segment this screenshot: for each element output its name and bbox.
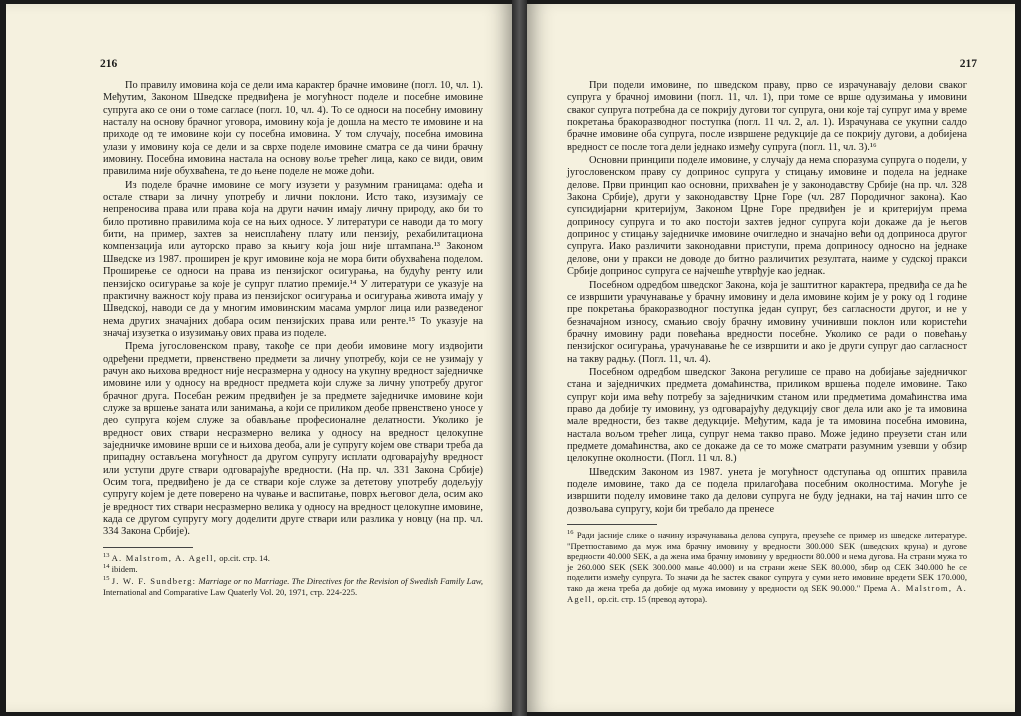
footnote-rule-right	[567, 524, 657, 525]
footnote-14	[103, 564, 483, 575]
right-paragraph-4: Посебном одредбом шведског Закона регулише се право на добијање заједничког стана и заједничких предмета домаћинства, приликом вршења поделе имовине. Тако супруг који има већу потребу за заједничким станом или предметима домаћинства има право да добије ту имовину, уз одговарајућу дедукцију свог дела или ако је та имовина мале вредности, без такве дедукције. Међутим, када је та имовина посебна имовина, настала вољом трећег лица, супруг нема такво право. Може једино преузети стан или предмете домаћинства, ако се докаже да се то може сматрати разумним узевши у обзир целокупне околности. (Погл. 11 чл. 8.)	[567, 366, 967, 465]
left-paragraph-2: Из поделе брачне имовине се могу изузети у разумним границама: одећа и остале ствари за личну употребу и лични поклони. Исто тако, изузимају се непреносива права или права која на други начин имају личну природу, ако би то било противно правилима која се на њих односе. У литератури се наводи да то могу бити, на пример, захтев за неисплаћену плату или пензију, рехабилитациона компензација или ауторско право за књигу која још није штампана.¹³ Законом Шведске из 1987. проширен је круг имовине која не мора бити обухваћена поделом. Проширење се односи на права из пензијског осигурања, на будућу ренту или пензијско осигурање за које је супруг платио премије.¹⁴ У литератури се указује на практичну важност коју права из пензијског осигурања и осигурања живота имају у Шведској, наводи се да у многим имовинским масама умрлог лица или разведеног нема других значајних добара осим пензијских права или ренте.¹⁵ То указује на значај изузетка о изузимању ових права из поделе.	[103, 179, 483, 339]
footnote-15	[103, 576, 483, 597]
footnote-16-rest: op.cit. стр. 15 (превод аутора).	[595, 593, 708, 604]
footnote-14-number: 14	[103, 563, 110, 571]
footnote-13-number: 13	[103, 551, 110, 559]
right-paragraph-3: Посебном одредбом шведског Закона, која је заштитног карактера, предвиђа се да ће се извршити урачунавање у брачну имовину и дела имовине којим је у року од 1 године пре покретања бракоразводног поступка један супруг, без сагласности другог, и не у безначајном износу, смањио своју брачну имовину учинивши поклон или користећи брачну имовину ради повећања вредности посебне. Уколико се ради о повећању пензијског осигурања, урачунавање ће се извршити и ако је други супруг дао сагласност на такву радњу. (Погл. 11, чл. 4).	[567, 279, 967, 365]
page-number-right: 217	[959, 58, 977, 70]
page-number-left: 216	[100, 58, 118, 70]
footnote-13	[103, 553, 483, 564]
left-page-text	[103, 80, 483, 598]
left-paragraph-3: Према југословенском праву, такође се при деоби имовине могу издвојити одређени предмети, првенствено предмети за личну употребу, који се не узимају у рачун ако њихова вредност није несразмерна у односу на укупну вредност заједничке имовине или у односу на вредност предмета који служе за личну употребу другог брачног друга. Посебан режим предвиђен је за предмете заједничке имовине који служе за вршење заната или занимања, а који се приликом деобе првенствено уносе у део супруга којем служе за обављање професионалне делатности. Уколико је вредност ових ствари несразмерно велика у односу на вредност целокупне заједничке имовине врши се и њихова деоба, али је супругу којем ове ствари треба да припадну остављена могућност да другом супругу исплати одговарајућу вредност или уступи друге ствари одговарајуће вредности. (На пр. чл. 331 Закона Србије) Осим тога, предвиђено је да се ствари које служе за дететову употребу додељују супругу којем је дете поверено на чување и васпитање, поврх његовог дела, осим ако је вредност тих ствари несразмерно велика у односу на вредност целокупне имовине, када се другом супругу могу доделити друге ствари или разлика у новцу (на пр. чл. 334 Закона Србије).	[103, 341, 483, 538]
right-paragraph-5: Шведским Законом из 1987. унета је могућност одступања од општих правила поделе имовине, тако да се подела прилагођава посебним околностима. Могуће је извршити поделу имовине тако да делови супруга не буду једнаки, на тај начин што се дозвољава супругу, који би требало да пренесе	[567, 466, 967, 515]
footnote-16	[567, 530, 967, 604]
right-page-text	[567, 80, 967, 605]
footnote-rule	[103, 547, 193, 548]
footnote-14-text: ibidem.	[111, 564, 138, 575]
footnote-16-author: A. Malstrom, A. Agell,	[567, 583, 967, 604]
footnote-13-text: op.cit. стр. 14.	[217, 552, 270, 563]
footnote-13-author: A. Malstrom, A. Agell,	[111, 552, 218, 563]
left-page	[6, 4, 512, 712]
footnote-15-text: International and Comparative Law Quaterly Vol. 20, 1971, стр. 224-225.	[103, 586, 358, 597]
footnote-16-number: 16	[567, 529, 574, 537]
footnote-15-title: Marriage or no Marriage. The Directives for the Revision of Swedish Family Law,	[196, 575, 484, 586]
footnote-16-text: Ради јасније слике о начину израчунавања делова супруга, преузеће се пример из шведске литературе. "Претпоставимо да муж има брачну имовину у вредности 300.000 SEK (шведских круна) и дугове вредности 40.000 SEK, а да жена има брачну имовину у вредности 80.000 и нема дугова. На страни мужа то је 260.000 SEK (SEK 300.000 мање 40.000) и на страни жене SEK 80.000, збир од СЕК 340.000 ће се поделити између супруга. То значи да ће застек сваког супруга у суми нето имовине вредети SEK 170.000, тако да жена треба да добије од мужа имовину у вредности од SEK 90.000." Према	[567, 530, 967, 593]
book-gutter	[512, 0, 527, 716]
footnote-15-author: J. W. F. Sundberg:	[111, 575, 197, 586]
footnote-15-number: 15	[103, 575, 110, 583]
right-paragraph-1: При подели имовине, по шведском праву, прво се израчунавају делови сваког супруга у брачној имовини (погл. 11, чл. 1), при томе се врше одузимања у имовини сваког супруга потребна да се покрију дугови тог супруга, они које тај супруг има у време покретања бракоразводног поступка (погл. 11 чл. 2, ал. 1). Израчунава се укупни салдо брачне имовине оба супруга, после извршене редукције да се покрију дугови, а добијена вредност се после тога дели једнако између супруга (погл. 11, чл. 3).¹⁶	[567, 80, 967, 153]
right-paragraph-2: Основни принципи поделе имовине, у случају да нема споразума супруга о подели, у југословенском праву су допринос супруга у стицању имовине и подела на једнаке делове. Први принцип као основни, прихваћен је у законодавству Србије (на пр. чл. 328 Закона Србије), други у законодавству Црне Горе (чл. 287 Породичног закона). Као супсидијарни критеријум, Законом Црне Горе предвиђен је и критеријум према доприносу супруга и то ако постоји захтев једног супруга који докаже да је његов допринос у стицању заједничке имовине очигледно и значајно већи од доприноса другог супруга. Иако различити законодавни приступи, према доприносу односно на једнаке делове, они у пракси не доводе до битно различитих резултата, наиме у судској пракси Србије допринос супруга се најчешће утврђује као једнак.	[567, 155, 967, 278]
left-paragraph-1: По правилу имовина која се дели има карактер брачне имовине (погл. 10, чл. 1). Међутим, Законом Шведске предвиђена је могућност поделе и посебне имовине супруга ако се они о томе сагласе (погл. 10, чл. 4). То се односи на посебну имовину насталу на основу брачног уговора, имовину која је дошла на место те имовине и на приходе од те имовине који су посебна имовина. У том случају, посебна имовина улази у имовину која се дели и за сврхе поделе имовине сматра се да чини брачну имовину. Посебна имовина настала на основу воље трећег лица, како се види, овим правилима није обухваћена, те до њене поделе не може доћи.	[103, 80, 483, 178]
right-page	[527, 4, 1015, 712]
